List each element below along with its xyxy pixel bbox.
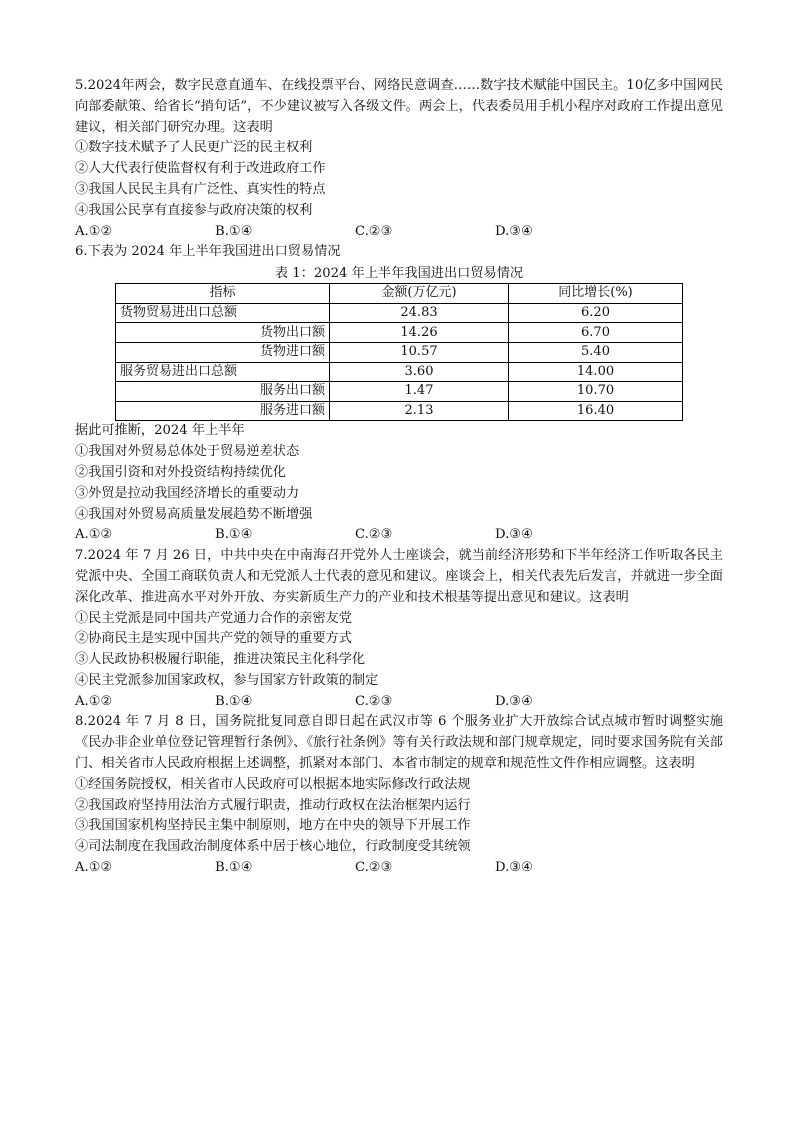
option-c[interactable]: C.②③ bbox=[355, 527, 393, 543]
statement-1: ①民主党派是同中国共产党通力合作的亲密友党 bbox=[75, 610, 352, 626]
option-a[interactable]: A.①② bbox=[75, 223, 113, 239]
option-b[interactable]: B.①④ bbox=[215, 527, 253, 543]
row-amount: 2.13 bbox=[330, 401, 509, 421]
option-b[interactable]: B.①④ bbox=[215, 860, 253, 876]
answer-options bbox=[75, 692, 723, 713]
option-c[interactable]: C.②③ bbox=[355, 693, 393, 709]
row-label: 货物进口额 bbox=[116, 342, 330, 362]
question-stem: 5.2024年两会，数字民意直通车、在线投票平台、网络民意调查……数字技术赋能中国民主。10亿多中国网民向部委献策、给省长“捎句话”，不少建议被写入各级文件。两会上，代表委员用手机小程序对政府工作提出意见建议，相关部门研究办理。这表明 bbox=[75, 78, 723, 135]
question-stem: 7.2024 年 7 月 26 日，中共中央在中南海召开党外人士座谈会，就当前经济形势和下半年经济工作听取各民主党派中央、全国工商联负责人和无党派人士代表的意见和建议。座谈会上，相关代表先后发言，并就进一步全面深化改革、推进高水平对外开放、夯实新质生产力的产业和技术根基等提出意见和建议。这表明 bbox=[75, 548, 723, 605]
row-label: 服务贸易进出口总额 bbox=[116, 362, 330, 382]
table-row bbox=[116, 401, 683, 421]
question-stem: 6.下表为 2024 年上半年我国进出口贸易情况 bbox=[75, 244, 341, 260]
answer-options bbox=[75, 858, 723, 879]
question-8 bbox=[75, 712, 723, 878]
row-amount: 3.60 bbox=[330, 362, 509, 382]
statement-4: ④我国公民享有直接参与政府决策的权利 bbox=[75, 202, 313, 218]
table-row bbox=[116, 303, 683, 323]
answer-options bbox=[75, 525, 723, 546]
option-b[interactable]: B.①④ bbox=[215, 223, 253, 239]
option-c[interactable]: C.②③ bbox=[355, 223, 393, 239]
option-d[interactable]: D.③④ bbox=[495, 527, 533, 543]
row-amount: 10.57 bbox=[330, 342, 509, 362]
table-row bbox=[116, 342, 683, 362]
option-d[interactable]: D.③④ bbox=[495, 693, 533, 709]
statement-4: ④我国对外贸易高质量发展趋势不断增强 bbox=[75, 506, 313, 522]
question-7 bbox=[75, 546, 723, 712]
option-b[interactable]: B.①④ bbox=[215, 693, 253, 709]
answer-options bbox=[75, 222, 723, 243]
table-caption: 表 1：2024 年上半年我国进出口贸易情况 bbox=[274, 266, 524, 282]
row-label: 服务进口额 bbox=[116, 401, 330, 421]
statement-3: ③我国国家机构坚持民主集中制原则，地方在中央的领导下开展工作 bbox=[75, 818, 471, 834]
table-row bbox=[116, 323, 683, 343]
statement-2: ②人大代表行使监督权有利于改进政府工作 bbox=[75, 161, 326, 177]
row-label: 服务出口额 bbox=[116, 382, 330, 402]
row-growth: 10.70 bbox=[509, 382, 683, 402]
statement-4: ④司法制度在我国政治制度体系中居于核心地位，行政制度受其统领 bbox=[75, 839, 471, 855]
statement-3: ③外贸是拉动我国经济增长的重要动力 bbox=[75, 485, 300, 501]
statement-2: ②我国政府坚持用法治方式履行职责，推动行政权在法治框架内运行 bbox=[75, 797, 471, 813]
statement-3: ③我国人民民主具有广泛性、真实性的特点 bbox=[75, 181, 326, 197]
question-5 bbox=[75, 76, 723, 242]
statement-2: ②协商民主是实现中国共产党的领导的重要方式 bbox=[75, 631, 352, 647]
question-stem: 8.2024 年 7 月 8 日，国务院批复同意自即日起在武汉市等 6 个服务业扩大开放综合试点城市暂时调整实施《民办非企业单位登记管理暂行条例》、《旅行社条例》等有关行政法规和部门规章规定，同时要求国务院有关部门、相关省市人民政府根据上述调整，抓紧对本部门、本省市制定的规章和规范性文件作相应调整。这表明 bbox=[75, 714, 723, 772]
exam-page bbox=[75, 76, 723, 879]
table-header-row bbox=[116, 284, 683, 304]
row-label: 货物贸易进出口总额 bbox=[116, 303, 330, 323]
row-growth: 16.40 bbox=[509, 401, 683, 421]
row-growth: 5.40 bbox=[509, 342, 683, 362]
statement-1: ①我国对外贸易总体处于贸易逆差状态 bbox=[75, 444, 300, 460]
option-a[interactable]: A.①② bbox=[75, 527, 113, 543]
option-a[interactable]: A.①② bbox=[75, 693, 113, 709]
row-growth: 6.20 bbox=[509, 303, 683, 323]
row-label: 货物出口额 bbox=[116, 323, 330, 343]
option-c[interactable]: C.②③ bbox=[355, 860, 393, 876]
question-6 bbox=[75, 242, 723, 546]
header-indicator: 指标 bbox=[116, 284, 330, 304]
header-growth: 同比增长(%) bbox=[509, 284, 683, 304]
table-row bbox=[116, 382, 683, 402]
statement-3: ③人民政协积极履行职能，推进决策民主化科学化 bbox=[75, 652, 366, 668]
table-row bbox=[116, 362, 683, 382]
statement-1: ①数字技术赋予了人民更广泛的民主权利 bbox=[75, 140, 313, 156]
row-amount: 1.47 bbox=[330, 382, 509, 402]
row-amount: 24.83 bbox=[330, 303, 509, 323]
statement-1: ①经国务院授权，相关省市人民政府可以根据本地实际修改行政法规 bbox=[75, 776, 471, 792]
statement-2: ②我国引资和对外投资结构持续优化 bbox=[75, 464, 286, 480]
question-lead: 据此可推断，2024 年上半年 bbox=[75, 423, 245, 439]
row-growth: 14.00 bbox=[509, 362, 683, 382]
option-d[interactable]: D.③④ bbox=[495, 860, 533, 876]
option-a[interactable]: A.①② bbox=[75, 860, 113, 876]
header-amount: 金额(万亿元) bbox=[330, 284, 509, 304]
option-d[interactable]: D.③④ bbox=[495, 223, 533, 239]
trade-table bbox=[115, 283, 683, 421]
row-growth: 6.70 bbox=[509, 323, 683, 343]
statement-4: ④民主党派参加国家政权，参与国家方针政策的制定 bbox=[75, 672, 379, 688]
row-amount: 14.26 bbox=[330, 323, 509, 343]
